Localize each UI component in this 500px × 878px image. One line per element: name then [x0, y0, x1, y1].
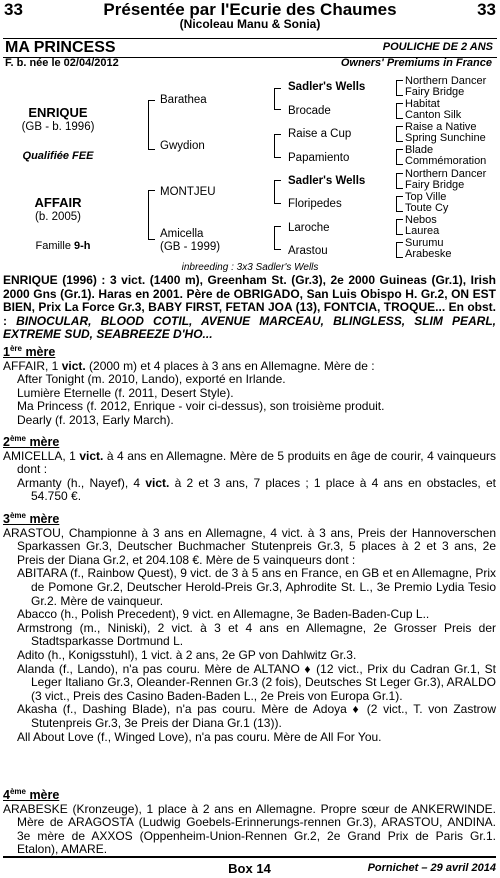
dam-info: (b. 2005): [34, 211, 82, 223]
brace-gen4: [396, 196, 403, 212]
text-run: vict.: [145, 475, 170, 490]
gen4-item: Fairy Bridge: [405, 86, 465, 98]
dam-record: [3, 360, 496, 374]
gen2-item: Barathea: [160, 94, 207, 106]
gen4-item: Surumu: [405, 237, 444, 249]
dam-record: [3, 450, 496, 477]
first-dam-section: [3, 343, 496, 428]
gen4-item: Toute Cy: [405, 202, 449, 214]
birth-date: F. b. née le 02/04/2012: [5, 57, 119, 69]
produce-item: After Tonight (m. 2010, Lando), exporté en Irlande.: [17, 372, 286, 387]
horse-name: MA PRINCESS: [5, 39, 116, 56]
gen4-item: Nebos: [405, 214, 437, 226]
section-heading: [3, 510, 496, 527]
text-run: AMICELLA, 1: [3, 448, 80, 463]
sire-name: ENRIQUE: [28, 105, 88, 120]
brace-gen4: [396, 126, 403, 142]
gen3-item: Brocade: [288, 105, 331, 117]
lot-number-right: 33: [477, 0, 496, 19]
brace-gen4: [396, 242, 403, 258]
brace-gen4: [396, 149, 403, 165]
brace-dam: [148, 190, 155, 240]
gen4-item: Top Ville: [405, 191, 447, 203]
gen2-item: (GB - 1999): [160, 241, 221, 253]
produce-item: Alanda (f., Lando), n'a pas couru. Mère de ALTANO ♦ (12 vict., Prix du Cadran Gr.1, St Leger Italiano Gr.3, Oleander-Rennen Gr.3 (2 fois), Deutsches St Leger Gr.3), ARALDO (3 vict., Preis des Casino Baden-Baden L., 2e Preis von Europa Gr.1).: [17, 661, 496, 703]
gen4-item: Canton Silk: [405, 109, 462, 121]
family-label: Famille: [35, 240, 74, 252]
inbreeding-note: inbreeding : 3x3 Sadler's Wells: [181, 262, 319, 273]
gen3-item: Laroche: [288, 222, 330, 234]
dam-record: ARABESKE (Kronzeuge), 1 place à 2 ans en Allemagne. Propre sœur de ANKERWINDE. Mère de ARAGOSTA (Ludwig Goebels-Erinnerungs-rennen Gr.3), ARASTOU, ANDINA. 3e mère de AXXOS (Oppenheim-Union-Rennen Gr.2, 2e Grand Prix de Paris Gr.1. Etalon), AMARE.: [3, 801, 496, 857]
produce-item: Akasha (f., Dashing Blade), n'a pas couru. Mère de Adoya ♦ (2 vict., T. von Zastrow Stutenpreis Gr.3, 3e Preis der Diana Gr.1 (13)).: [17, 702, 496, 730]
third-dam-section: [3, 510, 496, 744]
heading-sup: ème: [9, 786, 26, 796]
page-footer: [3, 856, 496, 878]
produce-item: Abacco (h., Polish Precedent), 9 vict. en Allemagne, 3e Baden-Baden-Cup L..: [17, 607, 430, 622]
text-run: AFFAIR, 1: [3, 358, 62, 373]
section-heading: [3, 343, 496, 360]
gen2-item: MONTJEU: [160, 186, 216, 198]
gen3-item: Sadler's Wells: [288, 81, 366, 93]
produce-item: Dearly (f. 2013, Early March).: [17, 412, 174, 427]
gen4-item: Northern Dancer: [405, 168, 487, 180]
heading-number: 4: [3, 788, 10, 802]
page-header: [4, 0, 496, 31]
dam-family: [18, 240, 108, 253]
lot-number-left: 33: [4, 0, 23, 19]
box-number: Box 14: [228, 861, 271, 876]
produce-item: Adito (h., Konigsstuhl), 1 vict. à 2 ans, 2e GP von Dahlwitz Gr.3.: [17, 647, 357, 662]
gen4-item: Northern Dancer: [405, 75, 487, 87]
family-number: 9-h: [74, 240, 91, 252]
gen4-item: Blade: [405, 144, 434, 156]
text-run: à 2 et 3 ans, 7 places ; 1 place à 4 ans en obstacles, et 54.750 €.: [31, 475, 496, 504]
brace-gen3: [274, 88, 281, 110]
gen2-item: Gwydion: [160, 140, 205, 152]
heading-word: mère: [25, 512, 60, 526]
heading-word: mère: [25, 788, 60, 802]
heading-sup: ème: [9, 510, 26, 520]
produce-item: Ma Princess (f. 2012, Enrique - voir ci-dessus), son troisième produit.: [17, 399, 385, 414]
brace-gen3: [274, 180, 281, 204]
heading-number: 2: [3, 435, 10, 449]
gen4-item: Laurea: [405, 225, 440, 237]
heading-sup: ère: [9, 343, 22, 353]
heading-sup: ème: [9, 433, 26, 443]
gen3-item: Arastou: [288, 245, 328, 257]
sale-venue-date: Pornichet – 29 avril 2014: [367, 862, 496, 874]
gen4-item: Habitat: [405, 98, 440, 110]
gen3-item: Raise a Cup: [288, 128, 352, 140]
text-run: Armanty (h., Nayef), 4: [17, 475, 146, 490]
sire-paragraph: [3, 274, 496, 342]
heading-word: mère: [21, 345, 56, 359]
owners-premiums: Owners' Premiums in France: [340, 57, 492, 69]
text-run: vict.: [61, 358, 86, 373]
gen3-item: Papamiento: [288, 152, 350, 164]
text-run: (2000 m) et 4 places à 3 ans en Allemagne. Mère de :: [85, 358, 375, 373]
dam-name: AFFAIR: [34, 195, 82, 210]
produce-item: Armstrong (m., Niniski), 2 vict. à 3 et 4 ans en Allemagne, 2e Grosser Preis der Stadtsparkasse Dortmund L.: [17, 620, 496, 649]
brace-gen3: [274, 134, 281, 158]
gen2-item: Amicella: [160, 228, 204, 240]
second-dam-section: [3, 433, 496, 504]
brace-sire: [148, 100, 155, 150]
text-run: à 4 ans en Allemagne. Mère de 5 produits en âge de courir, 4 vainqueurs dont :: [17, 448, 496, 477]
sire-record: ENRIQUE (1996) : 3 vict. (1400 m), Greenham St. (Gr.3), 2e 2000 Guineas (Gr.1), Irish 2000 Gns (Gr.1). Haras en 2001. Père de OBRIGADO, San Luis Obispo H. Gr.2, ON EST BIEN, Prix La Force Gr.3, BABY FIRST, FETAN JOA (13), FONTCIA, TROQUE... En obst. :: [3, 273, 496, 328]
brace-gen4: [396, 219, 403, 235]
horse-name-bar: [3, 38, 497, 58]
consignor: (Nicoleau Manu & Sonia): [179, 17, 321, 31]
heading-number: 3: [3, 512, 10, 526]
text-run: vict.: [79, 448, 104, 463]
sire-qualification: Qualifiée FEE: [22, 150, 94, 162]
gen4-item: Raise a Native: [405, 121, 477, 133]
brace-gen4: [396, 103, 403, 119]
produce-item: ABITARA (f., Rainbow Quest), 9 vict. de 3 à 5 ans en France, en GB et en Allemagne, Prix de Pomone Gr.2, Deutscher Herold-Preis Gr.3, Aphrodite St. L., 3e Premio Lydia Tesio Gr.2. Mère de vainqueur.: [17, 566, 496, 608]
heading-word: mère: [25, 435, 60, 449]
gen3-item: Sadler's Wells: [288, 175, 366, 187]
gen4-item: Commémoration: [405, 155, 487, 167]
produce-item: [3, 477, 496, 504]
brace-gen4: [396, 80, 403, 96]
produce-item: All About Love (f., Winged Love), n'a pas couru. Mère de All For You.: [17, 729, 382, 744]
dam-record: ARASTOU, Championne à 3 ans en Allemagne, 4 vict. à 3 ans, Preis der Hannoverschen Sparkassen Gr.3, Deutscher Buchmacher Stutenpreis Gr.3, 5 places à 2 et 3 ans, 2e Preis der Diana Gr.2, et 204.108 €. Mère de 5 vainqueurs dont :: [3, 525, 496, 567]
brace-gen3: [274, 226, 281, 250]
heading-number: 1: [3, 345, 10, 359]
gen4-item: Fairy Bridge: [405, 179, 465, 191]
sex-age: POULICHE DE 2 ANS: [382, 41, 493, 53]
gen3-item: Floripedes: [288, 198, 342, 210]
section-heading: [3, 433, 496, 450]
gen4-item: Arabeske: [405, 248, 452, 260]
sire-info: (GB - b. 1996): [21, 121, 95, 133]
gen4-item: Spring Sunchine: [405, 132, 486, 144]
fourth-dam-section: [3, 786, 496, 857]
sire-jumpers: BINOCULAR, BLOOD COTIL, AVENUE MARCEAU, BLINGLESS, SLIM PEARL, EXTREME SUD, SEABREEZE D'HO...: [3, 313, 496, 342]
produce-item: Lumière Eternelle (f. 2011, Desert Style).: [17, 385, 234, 400]
section-heading: [3, 786, 496, 803]
brace-gen4: [396, 173, 403, 189]
presenter-title: Présentée par l'Ecurie des Chaumes: [103, 0, 397, 19]
